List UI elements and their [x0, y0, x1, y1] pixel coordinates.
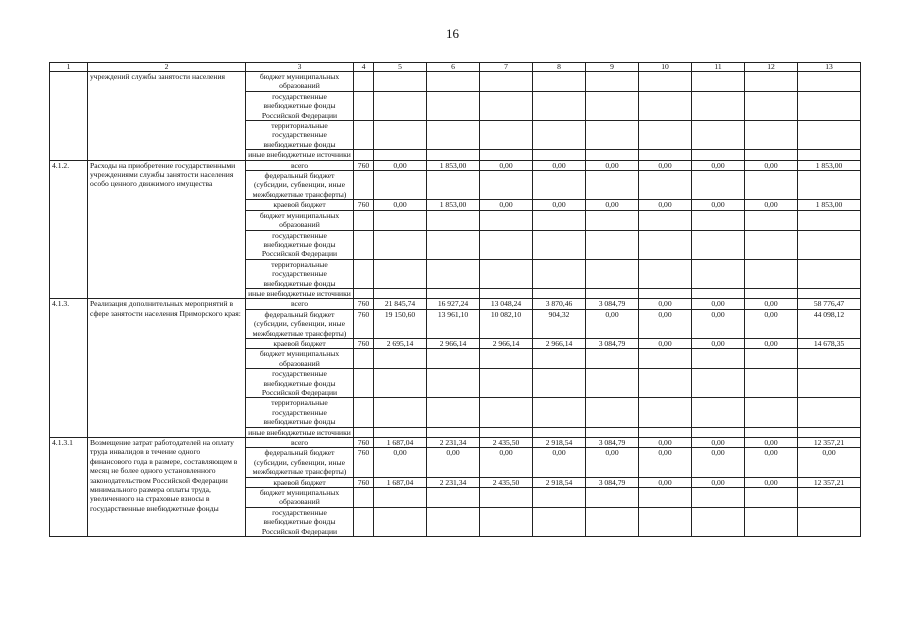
funding-source-cell: территориальные государственные внебюджетные фонды	[246, 121, 354, 150]
value-cell	[374, 427, 427, 437]
item-name-cell: Расходы на приобретение государственными учреждениями службы занятости населения особо ценного движимого имущества	[88, 160, 246, 299]
item-number-cell	[50, 72, 88, 161]
value-cell: 0,00	[692, 477, 745, 487]
value-cell	[427, 210, 480, 230]
value-cell	[692, 349, 745, 369]
value-cell: 0,00	[586, 448, 639, 477]
value-cell	[745, 507, 798, 536]
item-number-cell: 4.1.3.1	[50, 438, 88, 537]
table-row	[50, 299, 861, 309]
value-cell	[586, 427, 639, 437]
total-cell	[798, 349, 861, 369]
value-cell	[639, 507, 692, 536]
value-cell	[692, 369, 745, 398]
value-cell: 1 853,00	[427, 200, 480, 210]
value-cell	[533, 259, 586, 288]
funding-source-cell: государственные внебюджетные фонды Российской Федерации	[246, 507, 354, 536]
value-cell	[374, 230, 427, 259]
value-cell	[533, 150, 586, 160]
value-cell	[586, 398, 639, 427]
value-cell	[374, 150, 427, 160]
value-cell	[427, 72, 480, 92]
total-cell: 12 357,21	[798, 438, 861, 448]
header-cell: 6	[427, 63, 480, 72]
value-cell	[427, 91, 480, 120]
value-cell	[427, 427, 480, 437]
funding-source-cell: территориальные государственные внебюджетные фонды	[246, 259, 354, 288]
code-cell	[354, 349, 374, 369]
funding-source-cell: федеральный бюджет (субсидии, субвенции, иные межбюджетные трансферты)	[246, 448, 354, 477]
value-cell: 1 687,04	[374, 477, 427, 487]
value-cell	[533, 230, 586, 259]
value-cell	[586, 349, 639, 369]
value-cell	[427, 259, 480, 288]
total-cell: 1 853,00	[798, 160, 861, 170]
value-cell	[745, 488, 798, 508]
value-cell: 3 870,46	[533, 299, 586, 309]
value-cell: 2 918,54	[533, 477, 586, 487]
total-cell	[798, 369, 861, 398]
value-cell	[639, 427, 692, 437]
value-cell	[427, 398, 480, 427]
value-cell	[480, 488, 533, 508]
code-cell: 760	[354, 448, 374, 477]
value-cell	[533, 72, 586, 92]
value-cell	[480, 398, 533, 427]
total-cell	[798, 259, 861, 288]
funding-source-cell: бюджет муниципальных образований	[246, 210, 354, 230]
total-cell	[798, 230, 861, 259]
code-cell: 760	[354, 160, 374, 170]
value-cell: 0,00	[745, 309, 798, 338]
value-cell	[639, 150, 692, 160]
value-cell	[374, 398, 427, 427]
value-cell	[745, 259, 798, 288]
value-cell: 0,00	[745, 477, 798, 487]
value-cell: 0,00	[480, 448, 533, 477]
value-cell	[745, 91, 798, 120]
value-cell	[745, 150, 798, 160]
code-cell: 760	[354, 299, 374, 309]
code-cell: 760	[354, 477, 374, 487]
value-cell: 19 150,60	[374, 309, 427, 338]
code-cell	[354, 230, 374, 259]
value-cell: 0,00	[745, 160, 798, 170]
value-cell	[639, 91, 692, 120]
value-cell: 0,00	[745, 438, 798, 448]
funding-source-cell: территориальные государственные внебюджетные фонды	[246, 398, 354, 427]
header-cell: 12	[745, 63, 798, 72]
value-cell: 0,00	[533, 200, 586, 210]
value-cell: 0,00	[374, 160, 427, 170]
value-cell	[586, 72, 639, 92]
value-cell: 0,00	[692, 338, 745, 348]
value-cell	[745, 369, 798, 398]
value-cell	[533, 349, 586, 369]
funding-source-cell: иные внебюджетные источники	[246, 288, 354, 298]
value-cell	[692, 121, 745, 150]
code-cell	[354, 121, 374, 150]
value-cell	[692, 230, 745, 259]
value-cell: 21 845,74	[374, 299, 427, 309]
value-cell	[639, 72, 692, 92]
header-cell: 13	[798, 63, 861, 72]
value-cell	[533, 507, 586, 536]
funding-source-cell: краевой бюджет	[246, 477, 354, 487]
value-cell	[480, 427, 533, 437]
value-cell: 3 084,79	[586, 338, 639, 348]
value-cell	[480, 121, 533, 150]
value-cell	[586, 210, 639, 230]
total-cell	[798, 398, 861, 427]
value-cell	[480, 230, 533, 259]
value-cell	[427, 230, 480, 259]
value-cell	[427, 288, 480, 298]
value-cell: 0,00	[745, 338, 798, 348]
value-cell: 0,00	[692, 438, 745, 448]
code-cell: 760	[354, 438, 374, 448]
value-cell: 1 687,04	[374, 438, 427, 448]
total-cell	[798, 210, 861, 230]
value-cell	[533, 369, 586, 398]
value-cell: 0,00	[692, 160, 745, 170]
value-cell	[745, 349, 798, 369]
funding-source-cell: всего	[246, 299, 354, 309]
value-cell: 0,00	[427, 448, 480, 477]
total-cell	[798, 427, 861, 437]
total-cell: 0,00	[798, 448, 861, 477]
value-cell	[745, 288, 798, 298]
value-cell: 0,00	[374, 448, 427, 477]
funding-source-cell: федеральный бюджет (субсидии, субвенции, иные межбюджетные трансферты)	[246, 171, 354, 200]
funding-source-cell: иные внебюджетные источники	[246, 150, 354, 160]
value-cell	[639, 349, 692, 369]
code-cell	[354, 427, 374, 437]
value-cell	[639, 171, 692, 200]
value-cell	[586, 230, 639, 259]
value-cell	[586, 259, 639, 288]
value-cell: 3 084,79	[586, 299, 639, 309]
value-cell	[692, 507, 745, 536]
value-cell	[427, 349, 480, 369]
value-cell: 0,00	[639, 299, 692, 309]
value-cell: 2 435,50	[480, 477, 533, 487]
value-cell	[745, 210, 798, 230]
value-cell	[745, 72, 798, 92]
header-cell: 11	[692, 63, 745, 72]
value-cell	[692, 171, 745, 200]
value-cell: 0,00	[745, 448, 798, 477]
total-cell	[798, 171, 861, 200]
value-cell	[427, 121, 480, 150]
header-cell: 1	[50, 63, 88, 72]
value-cell	[480, 349, 533, 369]
value-cell	[692, 259, 745, 288]
item-number-cell: 4.1.3.	[50, 299, 88, 438]
value-cell	[639, 210, 692, 230]
code-cell	[354, 150, 374, 160]
value-cell	[533, 288, 586, 298]
value-cell	[586, 369, 639, 398]
table-row	[50, 438, 861, 448]
funding-source-cell: бюджет муниципальных образований	[246, 488, 354, 508]
value-cell	[639, 288, 692, 298]
header-cell: 4	[354, 63, 374, 72]
code-cell	[354, 288, 374, 298]
value-cell	[639, 230, 692, 259]
value-cell	[639, 398, 692, 427]
budget-table	[49, 62, 861, 537]
funding-source-cell: краевой бюджет	[246, 200, 354, 210]
value-cell	[427, 369, 480, 398]
value-cell	[692, 288, 745, 298]
value-cell: 13 961,10	[427, 309, 480, 338]
value-cell: 2 966,14	[533, 338, 586, 348]
value-cell	[692, 488, 745, 508]
value-cell	[533, 427, 586, 437]
value-cell	[533, 121, 586, 150]
item-name-cell: Реализация дополнительных мероприятий в сфере занятости населения Приморского края:	[88, 299, 246, 438]
value-cell	[374, 288, 427, 298]
total-cell	[798, 121, 861, 150]
funding-source-cell: государственные внебюджетные фонды Российской Федерации	[246, 91, 354, 120]
item-name-cell: учреждений службы занятости населения	[88, 72, 246, 161]
value-cell	[374, 210, 427, 230]
funding-source-cell: федеральный бюджет (субсидии, субвенции, иные межбюджетные трансферты)	[246, 309, 354, 338]
value-cell	[480, 171, 533, 200]
code-cell	[354, 488, 374, 508]
value-cell: 2 231,34	[427, 438, 480, 448]
value-cell: 0,00	[692, 448, 745, 477]
value-cell	[692, 91, 745, 120]
value-cell: 0,00	[586, 160, 639, 170]
value-cell	[374, 171, 427, 200]
value-cell: 0,00	[639, 438, 692, 448]
value-cell	[586, 171, 639, 200]
page-number: 16	[446, 26, 459, 41]
value-cell	[533, 171, 586, 200]
value-cell	[586, 488, 639, 508]
value-cell	[533, 398, 586, 427]
value-cell	[692, 150, 745, 160]
funding-source-cell: всего	[246, 438, 354, 448]
code-cell: 760	[354, 338, 374, 348]
code-cell	[354, 72, 374, 92]
total-cell	[798, 507, 861, 536]
value-cell: 10 082,10	[480, 309, 533, 338]
value-cell	[480, 369, 533, 398]
value-cell: 904,32	[533, 309, 586, 338]
value-cell: 0,00	[692, 299, 745, 309]
funding-source-cell: бюджет муниципальных образований	[246, 349, 354, 369]
value-cell: 0,00	[745, 299, 798, 309]
code-cell: 760	[354, 309, 374, 338]
value-cell	[586, 507, 639, 536]
funding-source-cell: всего	[246, 160, 354, 170]
value-cell	[480, 150, 533, 160]
value-cell	[586, 121, 639, 150]
total-cell	[798, 72, 861, 92]
value-cell	[480, 210, 533, 230]
total-cell	[798, 288, 861, 298]
value-cell: 1 853,00	[427, 160, 480, 170]
total-cell: 14 678,35	[798, 338, 861, 348]
value-cell	[427, 488, 480, 508]
value-cell	[374, 91, 427, 120]
total-cell: 44 098,12	[798, 309, 861, 338]
value-cell	[480, 259, 533, 288]
value-cell: 3 084,79	[586, 438, 639, 448]
value-cell	[374, 488, 427, 508]
value-cell	[374, 121, 427, 150]
funding-source-cell: иные внебюджетные источники	[246, 427, 354, 437]
value-cell: 0,00	[586, 309, 639, 338]
value-cell	[374, 507, 427, 536]
funding-source-cell: краевой бюджет	[246, 338, 354, 348]
value-cell	[692, 398, 745, 427]
total-cell	[798, 91, 861, 120]
value-cell	[480, 91, 533, 120]
value-cell: 0,00	[639, 477, 692, 487]
value-cell	[639, 488, 692, 508]
value-cell	[533, 91, 586, 120]
header-cell: 8	[533, 63, 586, 72]
value-cell	[533, 210, 586, 230]
code-cell	[354, 398, 374, 427]
value-cell	[745, 171, 798, 200]
total-cell: 1 853,00	[798, 200, 861, 210]
value-cell	[692, 427, 745, 437]
value-cell: 0,00	[639, 200, 692, 210]
value-cell	[745, 427, 798, 437]
value-cell: 0,00	[480, 200, 533, 210]
funding-source-cell: бюджет муниципальных образований	[246, 72, 354, 92]
value-cell	[639, 121, 692, 150]
total-cell	[798, 488, 861, 508]
value-cell: 2 966,14	[427, 338, 480, 348]
code-cell: 760	[354, 200, 374, 210]
value-cell	[692, 210, 745, 230]
code-cell	[354, 210, 374, 230]
item-number-cell: 4.1.2.	[50, 160, 88, 299]
value-cell: 2 231,34	[427, 477, 480, 487]
value-cell	[745, 121, 798, 150]
value-cell: 0,00	[374, 200, 427, 210]
header-cell: 5	[374, 63, 427, 72]
value-cell	[480, 288, 533, 298]
table-row	[50, 160, 861, 170]
table-body	[50, 63, 861, 537]
value-cell: 2 918,54	[533, 438, 586, 448]
total-cell: 12 357,21	[798, 477, 861, 487]
value-cell: 16 927,24	[427, 299, 480, 309]
value-cell	[639, 259, 692, 288]
value-cell: 2 695,14	[374, 338, 427, 348]
value-cell	[427, 507, 480, 536]
value-cell: 2 435,50	[480, 438, 533, 448]
value-cell: 0,00	[692, 309, 745, 338]
code-cell	[354, 369, 374, 398]
value-cell	[427, 150, 480, 160]
header-cell: 2	[88, 63, 246, 72]
table-row	[50, 72, 861, 92]
value-cell: 2 966,14	[480, 338, 533, 348]
value-cell: 0,00	[745, 200, 798, 210]
total-cell: 58 776,47	[798, 299, 861, 309]
value-cell	[586, 288, 639, 298]
value-cell: 0,00	[639, 448, 692, 477]
value-cell	[692, 72, 745, 92]
value-cell	[586, 150, 639, 160]
value-cell	[745, 398, 798, 427]
header-cell: 7	[480, 63, 533, 72]
header-cell: 3	[246, 63, 354, 72]
value-cell	[586, 91, 639, 120]
value-cell	[533, 488, 586, 508]
total-cell	[798, 150, 861, 160]
value-cell	[374, 259, 427, 288]
value-cell: 0,00	[533, 448, 586, 477]
value-cell: 0,00	[639, 160, 692, 170]
value-cell	[374, 369, 427, 398]
value-cell: 3 084,79	[586, 477, 639, 487]
code-cell	[354, 507, 374, 536]
value-cell: 0,00	[639, 309, 692, 338]
value-cell: 0,00	[639, 338, 692, 348]
code-cell	[354, 171, 374, 200]
value-cell: 0,00	[533, 160, 586, 170]
value-cell: 0,00	[480, 160, 533, 170]
value-cell	[427, 171, 480, 200]
header-cell: 10	[639, 63, 692, 72]
value-cell: 13 048,24	[480, 299, 533, 309]
code-cell	[354, 259, 374, 288]
header-cell: 9	[586, 63, 639, 72]
funding-source-cell: государственные внебюджетные фонды Российской Федерации	[246, 369, 354, 398]
value-cell	[480, 72, 533, 92]
code-cell	[354, 91, 374, 120]
value-cell: 0,00	[692, 200, 745, 210]
value-cell	[374, 349, 427, 369]
item-name-cell: Возмещение затрат работодателей на оплату труда инвалидов в течение одного финансового года в размере, составляющем в месяц не более одного установленного законодательством Российской Федерации минимального размера оплаты труда, увеличенного на страховые взносы в государственные внебюджетные фонды	[88, 438, 246, 537]
value-cell: 0,00	[586, 200, 639, 210]
value-cell	[374, 72, 427, 92]
funding-source-cell: государственные внебюджетные фонды Российской Федерации	[246, 230, 354, 259]
header-row	[50, 63, 861, 72]
value-cell	[745, 230, 798, 259]
value-cell	[639, 369, 692, 398]
value-cell	[480, 507, 533, 536]
